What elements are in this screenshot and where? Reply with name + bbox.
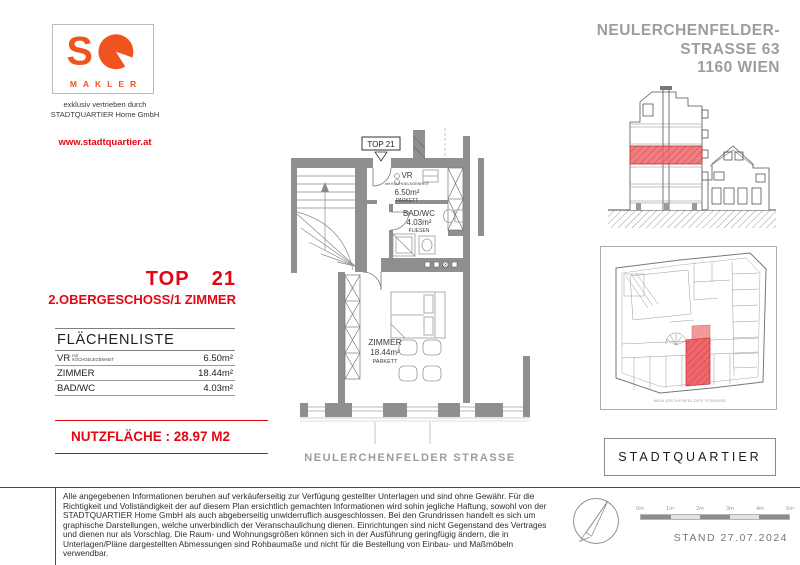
room-zimmer-area: 18.44m² — [370, 348, 400, 357]
address-line3: 1160 WIEN — [697, 59, 780, 76]
room-zimmer-floor: PARKETT — [372, 359, 398, 365]
website-link[interactable]: www.stadtquartier.at — [58, 137, 152, 148]
table-row — [55, 366, 235, 381]
stadtquartier-logo — [604, 438, 776, 476]
room-vr-area: 6.50m² — [394, 188, 420, 197]
ground-hatch — [608, 210, 776, 228]
row-value: 4.03m² — [203, 383, 233, 394]
address-line2: STRASSE 63 — [680, 40, 780, 58]
compass-icon — [570, 495, 622, 547]
unit-top-label: TOP 21 — [145, 268, 236, 290]
address-line1: NEULERCHENFELDER- — [596, 22, 780, 39]
floor-plan — [285, 126, 535, 446]
scale-segments — [640, 514, 790, 520]
highlighted-floor — [630, 146, 702, 164]
table-row — [55, 351, 235, 366]
street-facade — [300, 403, 530, 444]
room-bad-floor: FLIESEN — [408, 228, 430, 234]
scale-labels: 0m 1m 2m 3m 4m 5m — [636, 506, 794, 512]
floor-plan-drawing — [285, 126, 535, 446]
distributor-line1: exklusiv vertrieben durch — [63, 100, 147, 109]
distributor-text — [30, 100, 180, 119]
area-list-title: FLÄCHENLISTE — [55, 328, 235, 351]
row-label: VR mit KOCHGELEGENHEIT — [57, 353, 115, 364]
neighbor-building — [708, 146, 769, 210]
site-plan — [600, 246, 777, 410]
room-vr-name: VR — [401, 171, 413, 180]
disclaimer-text: Alle angegebenen Informationen beruhen auf verkäuferseitig zur Verfügung gestellter Unterlagen und sind ohne Gewähr. Für die Richtigkeit und Vollständigkeit der auf diesem Plan ersichtlich gemachten Informationen wird sohin jegliche Haftung, sowohl von der STADTQUARTIER Home GmbH als auch abgeberseitig unwiderruflich ausgeschlossen. Bei den Grundrissen handelt es sich um graphische Darstellungen, welche unverbindlich der Veranschaulichung dienen. Einrichtungen sind nicht Gegenstand des Vertrages und dienen nur als Vorschlag. Die Raum- und Wohnungsgrößen können sich in der Ausführung geringfügig ändern, die in Unterlagen/Pläne dargestellten Abmessungen sind Rohbaumaße und nicht für die Bestellung von Einbau- und Maßmöbeln verwendbar. — [63, 491, 547, 558]
room-vr-floor: PARKETT — [395, 198, 419, 204]
street-name: NEULERCHENFELDER STRASSE — [304, 452, 516, 464]
row-label: BAD/WC — [57, 383, 95, 394]
logo-letter-s: S — [66, 29, 93, 74]
row-label-note: mit KOCHGELEGENHEIT — [72, 353, 115, 362]
property-address — [565, 22, 780, 78]
room-bad-area: 4.03m² — [406, 218, 432, 227]
row-value: 18.44m² — [198, 368, 233, 379]
room-vr-note: mit KOCHGELEGENHEIT — [384, 182, 430, 186]
area-list — [55, 328, 235, 396]
logo-makler-text: MAKLER — [69, 79, 143, 89]
row-label: ZIMMER — [57, 368, 95, 379]
stadtquartier-logo-text: STADTQUARTIER — [618, 450, 762, 464]
total-area: NUTZFLÄCHE : 28.97 M2 — [55, 420, 268, 454]
unit-flag-label: TOP 21 — [367, 140, 395, 149]
room-zimmer-name: ZIMMER — [368, 337, 402, 347]
site-plan-street-name: NEULERCHENFELDER STRASSE — [653, 398, 727, 403]
room-bad-name: BAD/WC — [403, 209, 435, 218]
sq-logo-icon — [65, 28, 141, 74]
bed — [391, 292, 445, 338]
row-value: 6.50m² — [203, 353, 233, 364]
site-plan-drawing — [600, 246, 777, 410]
plan-date: STAND 27.07.2024 — [673, 532, 788, 544]
unit-floor-info: 2.OBERGESCHOSS/1 ZIMMER — [48, 292, 236, 307]
building-section — [606, 84, 778, 242]
unit-flag — [362, 137, 400, 161]
staircase — [297, 176, 355, 270]
scale-bar — [636, 506, 794, 520]
building-section-drawing — [606, 84, 778, 242]
footer-vertical-divider — [55, 487, 56, 565]
dining-chairs — [399, 340, 441, 381]
sq-makler-logo — [52, 24, 154, 94]
footer-divider — [0, 487, 800, 488]
table-row — [55, 381, 235, 396]
distributor-line2: STADTQUARTIER Home GmbH — [50, 109, 160, 119]
